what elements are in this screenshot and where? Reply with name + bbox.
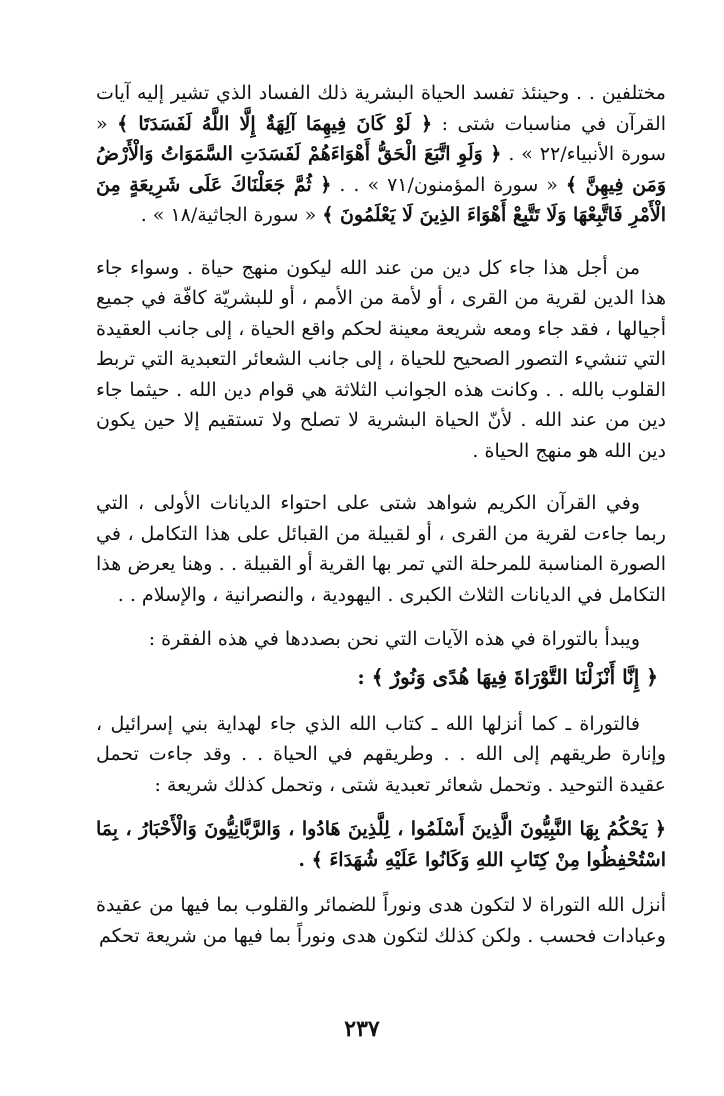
verse-reference-anbiya: « سورة الأنبياء/٢٢ » . xyxy=(96,112,666,165)
page-body xyxy=(96,78,666,951)
paragraph-spacer xyxy=(96,466,666,488)
paragraph-spacer xyxy=(96,610,666,624)
quran-verse-jathiya: ﴿ ثُمَّ جَعَلْنَاكَ عَلَى شَرِيعَةٍ مِنَ الْأَمْرِ فَاتَّبِعْهَا وَلَا تَتَّبِعْ أَهْوَاءَ الذِينَ لَا يَعْلَمُونَ ﴾ xyxy=(96,173,666,226)
paragraph-6: أنزل الله التوراة لا لتكون هدى ونوراً للضمائر والقلوب بما فيها من عقيدة وعبادات فحسب . ولكن كذلك لتكون هدى ونوراً بما فيها من شريعة تحكم xyxy=(96,894,666,947)
paragraph-spacer xyxy=(96,876,666,890)
quran-verse-muminun: ﴿ وَلَوِ اتَّبَعَ الْحَقُّ أَهْوَاءَهُمْ لَفَسَدَتِ السَّمَوَاتُ وَالْأَرْضُ وَمَن فِيهِنَّ ﴾ xyxy=(96,143,666,196)
verse-reference-muminun: « سورة المؤمنون/٧١ » . . xyxy=(331,173,566,196)
quran-verse-yahkumu-text: ﴿ يَحْكُمُ بِهَا النَّبِيُّونَ الَّذِينَ أَسْلَمُوا ، لِلَّذِينَ هَادُوا ، وَالرَّبَّانِيُّونَ وَالْأَحْبَارُ ، بِمَا اسْتُحْفِظُوا مِنْ كِتَابِ اللهِ وَكَانُوا عَلَيْهِ شُهَدَاءَ ﴾ . xyxy=(96,818,666,871)
paragraph-4: ويبدأ بالتوراة في هذه الآيات التي نحن بصددها في هذه الفقرة : xyxy=(148,628,640,650)
quran-verse-tawrat: ﴿ إِنَّا أَنْزَلْنَا التَّوْرَاةَ فِيهَا هُدًى وَنُورٌ ﴾ : xyxy=(357,664,658,689)
paragraph-2: من أجل هذا جاء كل دين من عند الله ليكون منهج حياة . وسواء جاء هذا الدين لقرية من القرى ، أو لأمة من الأمم ، أو للبشريّة كافّة في جميع أجيالها ، فقد جاء ومعه شريعة معينة لحكم واقع الحياة ، إلى جانب العقيدة التي تنشيء التصور الصحيح للحياة ، إلى جانب الشعائر التعبدية التي تربط القلوب بالله . . وكانت هذه الجوانب الثلاثة هي قوام دين الله . حيثما جاء دين من عند الله . لأنّ الحياة البشرية لا تصلح ولا تستقيم إلا حين يكون دين الله هو منهج الحياة . xyxy=(96,256,666,462)
quran-verse-yahkumu xyxy=(96,814,666,876)
paragraph-spacer xyxy=(96,231,666,253)
paragraph-spacer xyxy=(96,800,666,814)
paragraph-1 xyxy=(96,78,666,231)
paragraph-5: فالتوراة ـ كما أنزلها الله ـ كتاب الله الذي جاء لهداية بني إسرائيل ، وإنارة طريقهم إلى الله . . وطريقهم في الحياة . . وقد جاءت تحمل عقيدة التوحيد . وتحمل شعائر تعبدية شتى ، وتحمل كذلك شريعة : xyxy=(96,712,666,796)
paragraph-spacer xyxy=(96,695,666,709)
verse-reference-jathiya: « سورة الجاثية/١٨ » . xyxy=(140,204,323,226)
quran-verse-anbiya: ﴿ لَوْ كَانَ فِيهِمَا آلِهَةٌ إِلَّا اللَّهُ لَفَسَدَتَا ﴾ xyxy=(117,112,433,135)
paragraph-1-text: مختلفين . . وحينئذ تفسد الحياة البشرية ذلك الفساد الذي تشير إليه آيات القرآن في مناسبات شتى : xyxy=(96,82,666,135)
page-number: ٢٣٧ xyxy=(344,1016,380,1042)
paragraph-3: وفي القرآن الكريم شواهد شتى على احتواء الديانات الأولى ، التي ربما جاءت لقرية من القرى ، أو لقبيلة من القبائل على هذا التكامل ، في الصورة المناسبة للمرحلة التي تمر بها القرية أو القبيلة . . وهنا يعرض هذا التكامل في الديانات الثلاث الكبرى . اليهودية ، والنصرانية ، والإسلام . . xyxy=(96,492,666,606)
